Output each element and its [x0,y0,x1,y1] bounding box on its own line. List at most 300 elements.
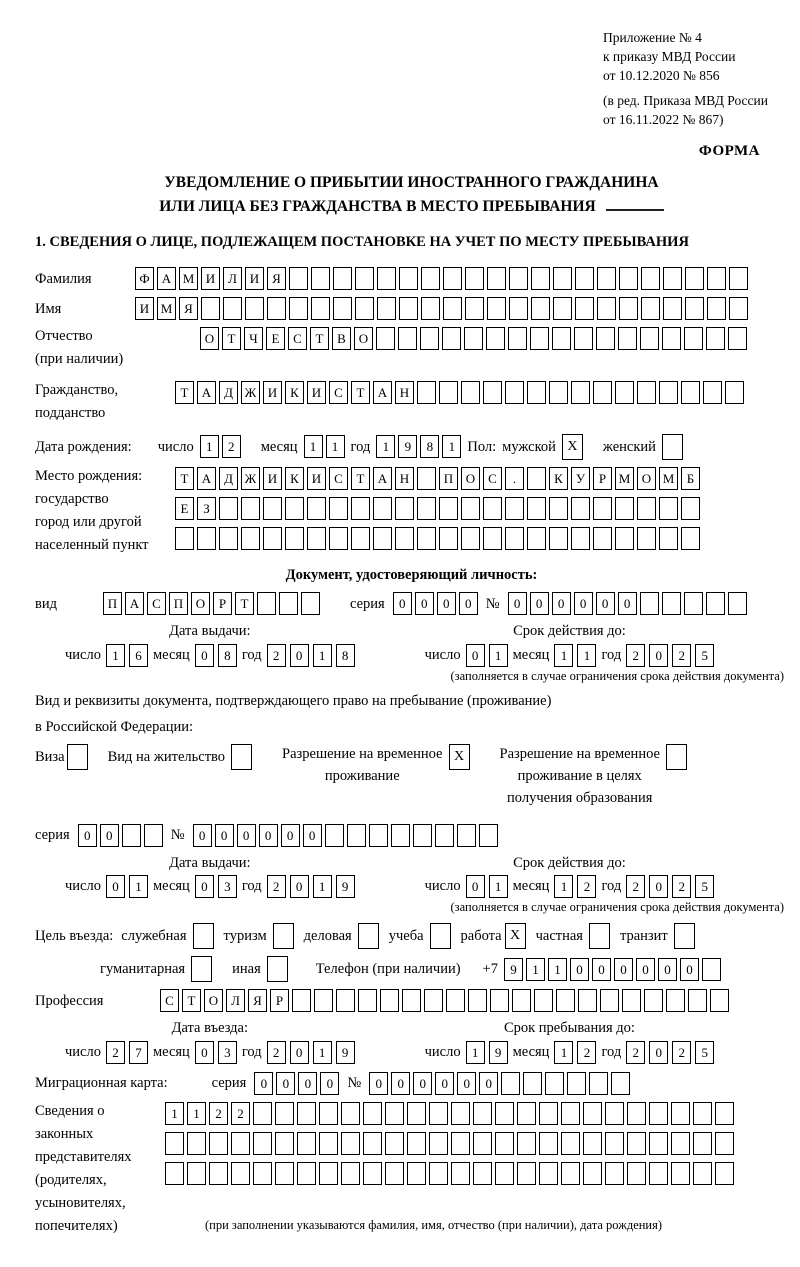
char-cell[interactable]: К [285,467,304,490]
char-cell[interactable] [706,327,725,350]
char-cell[interactable] [583,1162,602,1185]
char-cell[interactable]: 0 [437,592,456,615]
char-cell[interactable] [275,1132,294,1155]
char-cell[interactable]: 5 [695,644,714,667]
char-cell[interactable] [241,497,260,520]
char-cell[interactable]: Т [175,381,194,404]
char-cell[interactable] [517,1132,536,1155]
char-cell[interactable]: 8 [420,435,439,458]
char-cell[interactable] [424,989,443,1012]
char-cell[interactable]: 1 [304,435,323,458]
char-cell[interactable] [421,297,440,320]
char-cell[interactable] [567,1072,586,1095]
char-cell[interactable]: О [461,467,480,490]
char-cell[interactable] [663,297,682,320]
char-cell[interactable] [385,1102,404,1125]
char-cell[interactable]: 1 [466,1041,485,1064]
char-cell[interactable]: М [157,297,176,320]
char-cell[interactable]: 1 [489,644,508,667]
char-cell[interactable]: Я [248,989,267,1012]
char-cell[interactable] [267,297,286,320]
char-cell[interactable]: О [191,592,210,615]
char-cell[interactable] [369,824,388,847]
char-cell[interactable] [439,381,458,404]
char-cell[interactable] [395,497,414,520]
char-cell[interactable]: 2 [672,1041,691,1064]
char-cell[interactable] [728,327,747,350]
char-cell[interactable] [223,297,242,320]
char-cell[interactable] [314,989,333,1012]
char-cell[interactable]: 0 [413,1072,432,1095]
char-cell[interactable] [534,989,553,1012]
char-cell[interactable]: Е [266,327,285,350]
char-cell[interactable] [574,327,593,350]
char-cell[interactable] [329,497,348,520]
char-cell[interactable] [531,267,550,290]
char-cell[interactable]: Р [593,467,612,490]
char-cell[interactable]: 0 [290,875,309,898]
char-cell[interactable]: Л [223,267,242,290]
char-cell[interactable]: 0 [276,1072,295,1095]
char-cell[interactable] [253,1102,272,1125]
char-cell[interactable]: 2 [626,875,645,898]
char-cell[interactable] [693,1102,712,1125]
char-cell[interactable]: П [169,592,188,615]
char-cell[interactable] [399,297,418,320]
char-cell[interactable]: П [439,467,458,490]
char-cell[interactable] [253,1162,272,1185]
char-cell[interactable] [351,527,370,550]
char-cell[interactable] [593,527,612,550]
char-cell[interactable] [380,989,399,1012]
char-cell[interactable] [539,1102,558,1125]
work-checkbox[interactable]: X [505,923,526,949]
char-cell[interactable] [355,297,374,320]
char-cell[interactable] [297,1102,316,1125]
char-cell[interactable]: В [332,327,351,350]
char-cell[interactable]: 8 [336,644,355,667]
char-cell[interactable] [341,1162,360,1185]
char-cell[interactable]: 0 [415,592,434,615]
char-cell[interactable]: К [285,381,304,404]
char-cell[interactable] [671,1132,690,1155]
char-cell[interactable] [297,1132,316,1155]
char-cell[interactable] [417,527,436,550]
char-cell[interactable] [483,497,502,520]
char-cell[interactable] [285,527,304,550]
char-cell[interactable]: 0 [106,875,125,898]
char-cell[interactable]: 5 [695,1041,714,1064]
char-cell[interactable] [589,1072,608,1095]
char-cell[interactable]: Ч [244,327,263,350]
char-cell[interactable]: Т [235,592,254,615]
char-cell[interactable] [336,989,355,1012]
char-cell[interactable] [487,267,506,290]
char-cell[interactable]: 9 [489,1041,508,1064]
char-cell[interactable]: 0 [466,875,485,898]
female-checkbox[interactable] [662,434,683,460]
char-cell[interactable]: 2 [209,1102,228,1125]
char-cell[interactable] [539,1162,558,1185]
char-cell[interactable] [600,989,619,1012]
char-cell[interactable] [527,527,546,550]
char-cell[interactable]: 0 [254,1072,273,1095]
char-cell[interactable] [495,1102,514,1125]
char-cell[interactable]: Н [395,467,414,490]
char-cell[interactable]: 6 [129,644,148,667]
char-cell[interactable] [473,1102,492,1125]
char-cell[interactable] [509,297,528,320]
char-cell[interactable] [649,1162,668,1185]
char-cell[interactable]: 0 [369,1072,388,1095]
char-cell[interactable]: 0 [658,958,677,981]
char-cell[interactable] [421,267,440,290]
official-checkbox[interactable] [193,923,214,949]
char-cell[interactable] [307,527,326,550]
char-cell[interactable] [553,267,572,290]
char-cell[interactable] [545,1072,564,1095]
char-cell[interactable]: 2 [626,644,645,667]
char-cell[interactable] [605,1132,624,1155]
char-cell[interactable] [556,989,575,1012]
char-cell[interactable] [407,1132,426,1155]
char-cell[interactable]: Б [681,467,700,490]
char-cell[interactable]: 1 [313,875,332,898]
char-cell[interactable]: 0 [195,875,214,898]
char-cell[interactable]: А [157,267,176,290]
char-cell[interactable]: 0 [281,824,300,847]
char-cell[interactable] [461,497,480,520]
char-cell[interactable]: А [373,467,392,490]
char-cell[interactable] [505,381,524,404]
char-cell[interactable]: 0 [466,644,485,667]
char-cell[interactable] [531,297,550,320]
char-cell[interactable] [351,497,370,520]
char-cell[interactable] [619,297,638,320]
char-cell[interactable]: М [659,467,678,490]
char-cell[interactable] [402,989,421,1012]
char-cell[interactable] [495,1162,514,1185]
char-cell[interactable]: 2 [267,644,286,667]
char-cell[interactable] [483,381,502,404]
tourism-checkbox[interactable] [273,923,294,949]
char-cell[interactable] [292,989,311,1012]
char-cell[interactable]: 1 [129,875,148,898]
char-cell[interactable]: 0 [459,592,478,615]
char-cell[interactable]: С [329,381,348,404]
char-cell[interactable] [468,989,487,1012]
char-cell[interactable] [649,1102,668,1125]
char-cell[interactable] [685,297,704,320]
char-cell[interactable] [407,1102,426,1125]
char-cell[interactable] [399,267,418,290]
char-cell[interactable] [297,1162,316,1185]
char-cell[interactable] [429,1162,448,1185]
char-cell[interactable]: 0 [552,592,571,615]
char-cell[interactable] [618,327,637,350]
char-cell[interactable] [552,327,571,350]
char-cell[interactable] [165,1162,184,1185]
char-cell[interactable]: И [263,381,282,404]
char-cell[interactable] [659,381,678,404]
char-cell[interactable] [593,497,612,520]
char-cell[interactable] [693,1132,712,1155]
char-cell[interactable]: 9 [336,875,355,898]
char-cell[interactable] [561,1132,580,1155]
char-cell[interactable]: 2 [577,1041,596,1064]
char-cell[interactable]: Д [219,381,238,404]
char-cell[interactable] [341,1102,360,1125]
char-cell[interactable]: Н [395,381,414,404]
char-cell[interactable] [307,497,326,520]
char-cell[interactable]: Я [179,297,198,320]
char-cell[interactable]: 1 [577,644,596,667]
char-cell[interactable]: 0 [530,592,549,615]
char-cell[interactable]: 0 [290,1041,309,1064]
char-cell[interactable] [373,527,392,550]
char-cell[interactable]: 0 [636,958,655,981]
char-cell[interactable] [175,527,194,550]
char-cell[interactable] [561,1162,580,1185]
char-cell[interactable] [707,297,726,320]
char-cell[interactable] [391,824,410,847]
char-cell[interactable]: 0 [237,824,256,847]
char-cell[interactable]: К [549,467,568,490]
char-cell[interactable] [597,267,616,290]
char-cell[interactable]: 0 [457,1072,476,1095]
male-checkbox[interactable]: X [562,434,583,460]
char-cell[interactable] [257,592,276,615]
char-cell[interactable] [725,381,744,404]
char-cell[interactable] [684,592,703,615]
char-cell[interactable] [527,497,546,520]
char-cell[interactable] [605,1162,624,1185]
char-cell[interactable] [640,592,659,615]
char-cell[interactable] [377,267,396,290]
char-cell[interactable]: 1 [554,644,573,667]
char-cell[interactable] [583,1132,602,1155]
char-cell[interactable] [429,1132,448,1155]
char-cell[interactable]: 0 [303,824,322,847]
char-cell[interactable] [311,267,330,290]
char-cell[interactable]: 1 [442,435,461,458]
char-cell[interactable] [571,381,590,404]
char-cell[interactable] [611,1072,630,1095]
char-cell[interactable] [593,381,612,404]
char-cell[interactable]: 1 [200,435,219,458]
private-checkbox[interactable] [589,923,610,949]
char-cell[interactable]: Я [267,267,286,290]
char-cell[interactable]: Д [219,467,238,490]
visa-checkbox[interactable] [67,744,88,770]
char-cell[interactable] [373,497,392,520]
char-cell[interactable]: З [197,497,216,520]
char-cell[interactable]: 0 [614,958,633,981]
char-cell[interactable] [715,1102,734,1125]
char-cell[interactable] [681,527,700,550]
char-cell[interactable] [490,989,509,1012]
char-cell[interactable]: Р [270,989,289,1012]
char-cell[interactable] [659,527,678,550]
char-cell[interactable]: 1 [165,1102,184,1125]
char-cell[interactable] [693,1162,712,1185]
char-cell[interactable]: И [201,267,220,290]
char-cell[interactable] [451,1132,470,1155]
char-cell[interactable]: И [263,467,282,490]
char-cell[interactable]: 0 [649,1041,668,1064]
char-cell[interactable]: Т [351,381,370,404]
char-cell[interactable] [275,1102,294,1125]
char-cell[interactable]: С [160,989,179,1012]
char-cell[interactable] [245,297,264,320]
char-cell[interactable] [420,327,439,350]
char-cell[interactable]: А [373,381,392,404]
char-cell[interactable]: 0 [508,592,527,615]
char-cell[interactable] [325,824,344,847]
char-cell[interactable] [197,527,216,550]
char-cell[interactable]: 9 [504,958,523,981]
char-cell[interactable]: И [307,381,326,404]
char-cell[interactable]: И [307,467,326,490]
char-cell[interactable] [289,297,308,320]
char-cell[interactable] [275,1162,294,1185]
char-cell[interactable] [219,527,238,550]
char-cell[interactable] [549,527,568,550]
char-cell[interactable] [319,1102,338,1125]
study-checkbox[interactable] [430,923,451,949]
char-cell[interactable] [729,297,748,320]
char-cell[interactable] [355,267,374,290]
char-cell[interactable] [505,527,524,550]
char-cell[interactable] [684,327,703,350]
char-cell[interactable]: 1 [554,1041,573,1064]
char-cell[interactable]: М [615,467,634,490]
char-cell[interactable] [527,381,546,404]
char-cell[interactable] [553,297,572,320]
char-cell[interactable]: 2 [672,875,691,898]
char-cell[interactable]: 3 [218,1041,237,1064]
char-cell[interactable]: С [483,467,502,490]
char-cell[interactable] [681,497,700,520]
char-cell[interactable] [333,297,352,320]
char-cell[interactable] [451,1102,470,1125]
char-cell[interactable]: 0 [298,1072,317,1095]
char-cell[interactable]: Р [213,592,232,615]
char-cell[interactable]: 0 [618,592,637,615]
char-cell[interactable] [219,497,238,520]
char-cell[interactable] [671,1102,690,1125]
char-cell[interactable] [561,1102,580,1125]
char-cell[interactable]: Т [175,467,194,490]
other-checkbox[interactable] [267,956,288,982]
char-cell[interactable]: 0 [391,1072,410,1095]
char-cell[interactable]: 0 [393,592,412,615]
char-cell[interactable]: Е [175,497,194,520]
char-cell[interactable] [483,527,502,550]
char-cell[interactable]: 2 [626,1041,645,1064]
char-cell[interactable] [209,1132,228,1155]
char-cell[interactable]: Л [226,989,245,1012]
char-cell[interactable] [464,327,483,350]
char-cell[interactable] [341,1132,360,1155]
char-cell[interactable] [641,267,660,290]
char-cell[interactable] [597,297,616,320]
transit-checkbox[interactable] [674,923,695,949]
char-cell[interactable]: 9 [398,435,417,458]
char-cell[interactable]: С [288,327,307,350]
char-cell[interactable] [465,267,484,290]
char-cell[interactable] [358,989,377,1012]
char-cell[interactable]: О [200,327,219,350]
char-cell[interactable]: 1 [554,875,573,898]
char-cell[interactable]: 0 [215,824,234,847]
char-cell[interactable]: 0 [680,958,699,981]
char-cell[interactable] [637,381,656,404]
char-cell[interactable]: 8 [218,644,237,667]
char-cell[interactable] [457,824,476,847]
char-cell[interactable]: 0 [596,592,615,615]
char-cell[interactable]: О [637,467,656,490]
char-cell[interactable] [637,497,656,520]
char-cell[interactable]: А [197,381,216,404]
char-cell[interactable]: А [125,592,144,615]
char-cell[interactable] [385,1162,404,1185]
char-cell[interactable] [451,1162,470,1185]
char-cell[interactable] [347,824,366,847]
char-cell[interactable] [530,327,549,350]
char-cell[interactable] [627,1132,646,1155]
char-cell[interactable] [263,527,282,550]
char-cell[interactable]: И [135,297,154,320]
char-cell[interactable] [376,327,395,350]
residence-permit-checkbox[interactable] [231,744,252,770]
char-cell[interactable]: 1 [313,644,332,667]
char-cell[interactable] [707,267,726,290]
char-cell[interactable]: А [197,467,216,490]
char-cell[interactable]: Ж [241,467,260,490]
char-cell[interactable] [649,1132,668,1155]
humanitarian-checkbox[interactable] [191,956,212,982]
char-cell[interactable] [729,267,748,290]
char-cell[interactable]: 0 [479,1072,498,1095]
char-cell[interactable] [685,267,704,290]
char-cell[interactable]: 0 [570,958,589,981]
char-cell[interactable] [663,267,682,290]
char-cell[interactable] [231,1132,250,1155]
char-cell[interactable] [627,1102,646,1125]
char-cell[interactable]: Ж [241,381,260,404]
char-cell[interactable]: . [505,467,524,490]
char-cell[interactable]: 9 [336,1041,355,1064]
char-cell[interactable] [644,989,663,1012]
char-cell[interactable] [279,592,298,615]
char-cell[interactable] [363,1162,382,1185]
char-cell[interactable] [578,989,597,1012]
char-cell[interactable] [122,824,141,847]
char-cell[interactable] [473,1132,492,1155]
char-cell[interactable] [715,1132,734,1155]
char-cell[interactable] [486,327,505,350]
char-cell[interactable]: М [179,267,198,290]
char-cell[interactable] [706,592,725,615]
char-cell[interactable] [583,1102,602,1125]
char-cell[interactable] [523,1072,542,1095]
char-cell[interactable] [571,527,590,550]
char-cell[interactable] [407,1162,426,1185]
char-cell[interactable] [319,1132,338,1155]
char-cell[interactable] [517,1162,536,1185]
char-cell[interactable]: 1 [106,644,125,667]
